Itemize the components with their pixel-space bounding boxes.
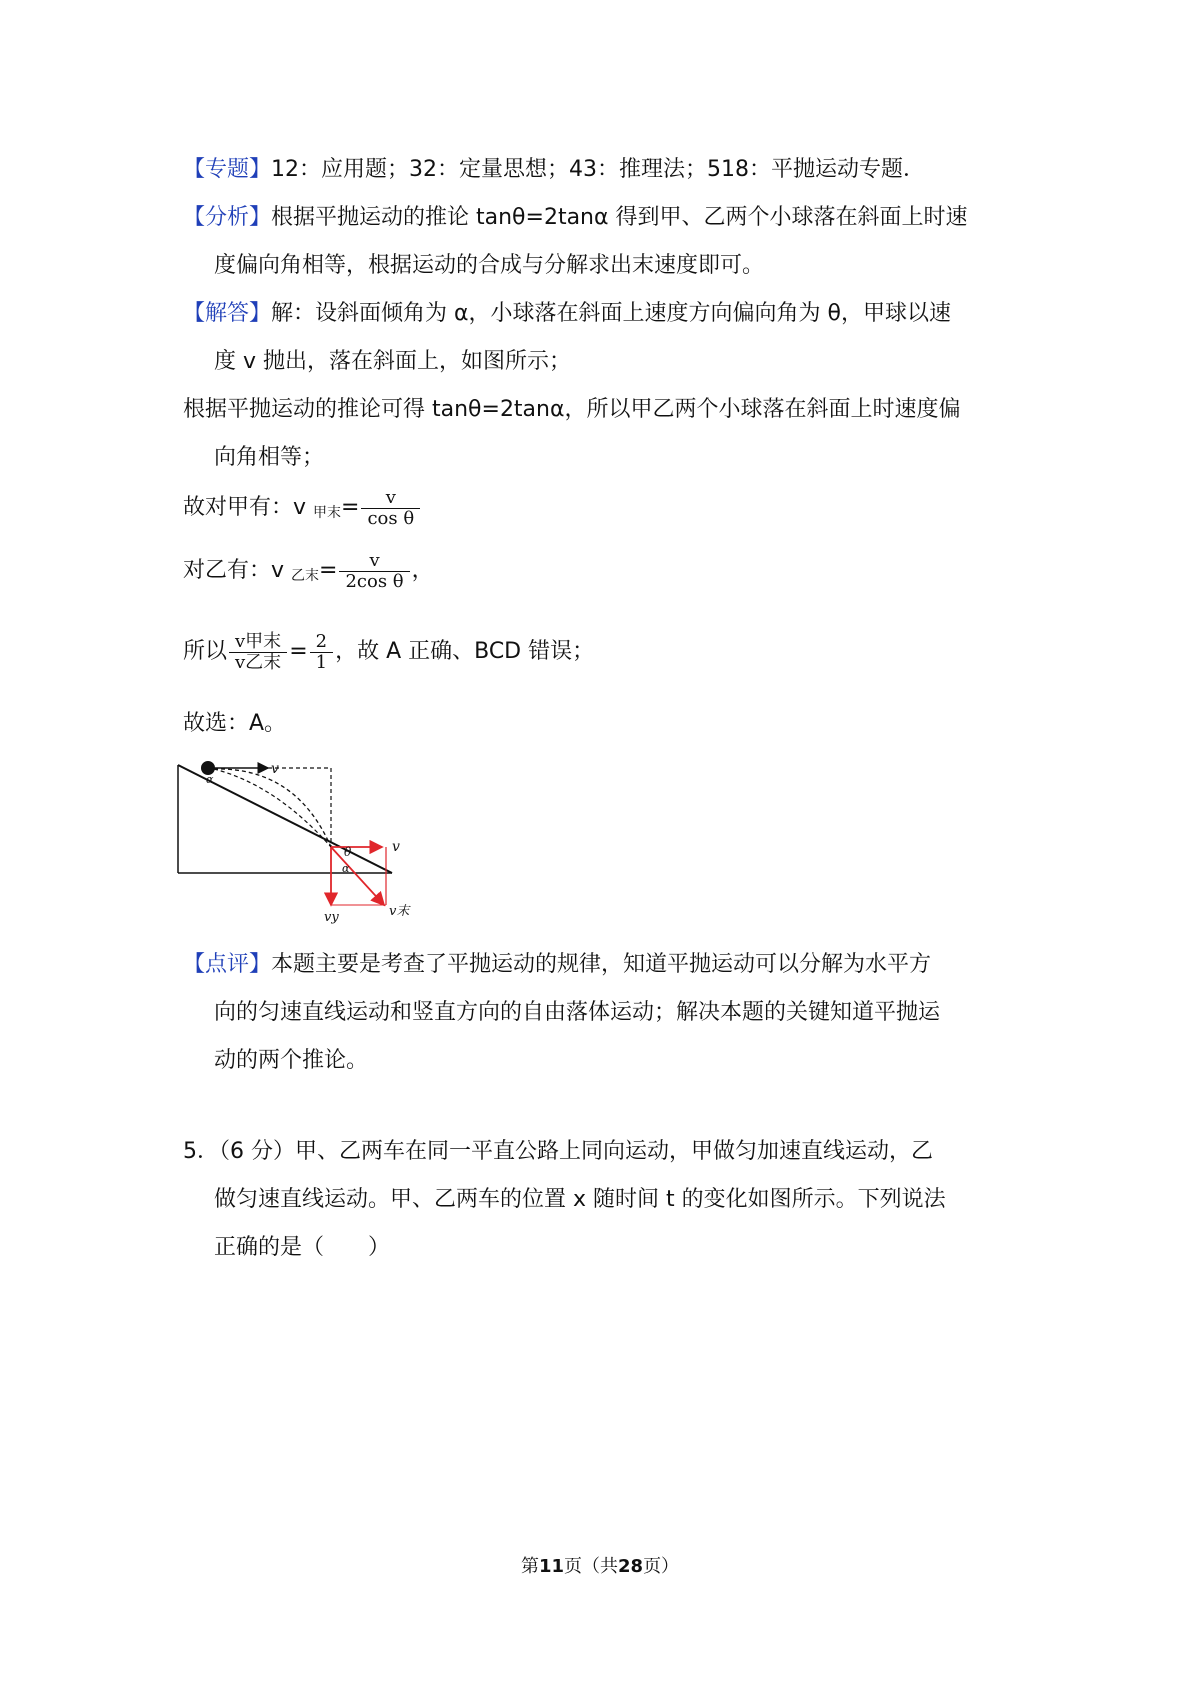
answer-line-1 bbox=[183, 290, 951, 338]
analysis-line-1 bbox=[183, 194, 968, 242]
analysis-line-2: 度偏向角相等，根据运动的合成与分解求出末速度即可。 bbox=[214, 253, 765, 278]
label-v-right: v bbox=[392, 839, 400, 855]
jia-equation bbox=[183, 484, 422, 537]
label-alpha-top: α bbox=[206, 773, 214, 786]
footer-total-pages: 28 bbox=[618, 1556, 644, 1577]
comment-tag: 【点评】 bbox=[183, 952, 272, 977]
jia-denominator: cos θ bbox=[361, 508, 420, 529]
jia-numerator: v bbox=[385, 486, 396, 508]
comment-line-2: 向的匀速直线运动和竖直方向的自由落体运动；解决本题的关键知道平抛运 bbox=[214, 1000, 941, 1025]
footer-mid: 页（共 bbox=[564, 1556, 618, 1577]
label-alpha: α bbox=[342, 862, 350, 875]
label-theta: θ bbox=[344, 845, 352, 859]
label-v-top: v bbox=[271, 761, 279, 777]
yi-prefix: 对乙有：v bbox=[183, 558, 292, 583]
label-vy: vy bbox=[324, 910, 339, 925]
choice-line: 故选：A。 bbox=[183, 711, 287, 736]
trajectory-chord bbox=[214, 769, 331, 847]
topic-tag: 【专题】 bbox=[183, 157, 272, 182]
yi-denominator: 2cos θ bbox=[339, 571, 409, 592]
jia-subscript: 甲末 bbox=[313, 505, 342, 521]
yi-fraction bbox=[339, 551, 409, 592]
ratio-equation bbox=[183, 628, 594, 676]
jia-prefix: 故对甲有：v bbox=[183, 495, 314, 520]
answer-text-1: 解：设斜面倾角为 α，小球落在斜面上速度方向偏向角为 θ，甲球以速 bbox=[271, 301, 951, 326]
topic-text: 12：应用题；32：定量思想；43：推理法；518：平抛运动专题． bbox=[271, 157, 925, 182]
incline-projectile-figure bbox=[176, 755, 436, 925]
jia-fraction bbox=[361, 488, 420, 529]
footer-pre: 第 bbox=[520, 1556, 539, 1577]
analysis-text-1: 根据平抛运动的推论 tanθ=2tanα 得到甲、乙两个小球落在斜面上时速 bbox=[271, 205, 968, 230]
footer-post: 页） bbox=[643, 1556, 680, 1577]
comment-line-1 bbox=[183, 941, 931, 989]
footer-page-number: 11 bbox=[538, 1556, 564, 1577]
ratio-numerator: v甲末 bbox=[235, 630, 282, 652]
answer-line-2: 度 v 抛出，落在斜面上，如图所示； bbox=[214, 349, 572, 374]
topic-line bbox=[183, 146, 925, 194]
question5-line-1: 5．（6 分）甲、乙两车在同一平直公路上同向运动，甲做匀加速直线运动，乙 bbox=[183, 1139, 933, 1164]
answer-tag: 【解答】 bbox=[183, 301, 272, 326]
answer-line-3: 根据平抛运动的推论可得 tanθ=2tanα，所以甲乙两个小球落在斜面上时速度偏 bbox=[183, 397, 961, 422]
trajectory-curve bbox=[214, 769, 331, 847]
yi-subscript: 乙末 bbox=[291, 568, 320, 584]
ratio-suffix: ，故 A 正确、BCD 错误； bbox=[335, 639, 595, 664]
yi-equation bbox=[183, 547, 434, 600]
comment-line-3: 动的两个推论。 bbox=[214, 1048, 369, 1073]
comment-text-1: 本题主要是考查了平抛运动的规律，知道平抛运动可以分解为水平方 bbox=[271, 952, 932, 977]
ratio-fraction bbox=[229, 632, 287, 673]
ratio-value-denominator: 1 bbox=[310, 652, 333, 673]
ratio-equals: = bbox=[289, 639, 308, 664]
ratio-value-numerator: 2 bbox=[315, 630, 328, 652]
yi-numerator: v bbox=[369, 549, 380, 571]
label-vend: v末 bbox=[389, 904, 410, 919]
ratio-value-fraction bbox=[310, 632, 333, 673]
yi-suffix: ， bbox=[411, 558, 434, 583]
question5-line-2: 做匀速直线运动。甲、乙两车的位置 x 随时间 t 的变化如图所示。下列说法 bbox=[214, 1187, 946, 1212]
ratio-denominator: v乙末 bbox=[229, 652, 287, 673]
jia-equals: = bbox=[341, 495, 360, 520]
analysis-tag: 【分析】 bbox=[183, 205, 272, 230]
yi-equals: = bbox=[319, 558, 338, 583]
question5-line-3: 正确的是（ ） bbox=[214, 1235, 391, 1260]
answer-line-4: 向角相等； bbox=[214, 445, 325, 470]
page-footer bbox=[0, 1552, 1200, 1578]
ratio-prefix: 所以 bbox=[183, 639, 228, 664]
